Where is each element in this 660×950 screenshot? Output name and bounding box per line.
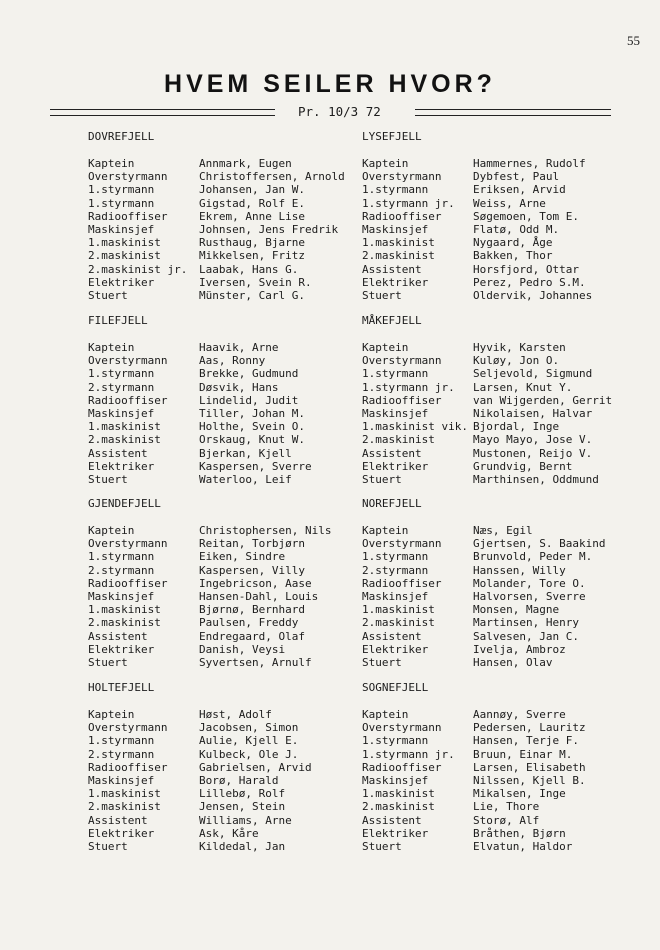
crew-name: Kaspersen, Villy (199, 563, 305, 577)
crew-row (88, 367, 373, 380)
crew-row (362, 354, 647, 367)
crew-name: Nygaard, Åge (473, 236, 553, 250)
crew-role: 2.maskinist (362, 433, 435, 447)
crew-name: Orskaug, Knut W. (199, 433, 305, 447)
crew-row (88, 354, 373, 367)
crew-role: Assistent (362, 446, 422, 460)
ship-block (88, 314, 373, 486)
crew-role: Assistent (362, 813, 422, 827)
crew-name: Paulsen, Freddy (199, 616, 299, 630)
crew-role: Maskinsjef (88, 774, 155, 788)
crew-name: Flatø, Odd M. (473, 223, 560, 237)
crew-row (88, 223, 373, 236)
ship-block (362, 314, 647, 486)
crew-row (362, 564, 647, 577)
crew-row (88, 537, 373, 550)
crew-row (362, 800, 647, 813)
crew-name: Hansen, Olav (473, 656, 553, 670)
crew-name: Holthe, Svein O. (199, 420, 305, 434)
crew-name: Perez, Pedro S.M. (473, 275, 586, 289)
crew-row (88, 787, 373, 800)
crew-row (88, 524, 373, 537)
crew-role: Kaptein (88, 341, 135, 354)
ship-block (362, 497, 647, 669)
crew-name: Mikalsen, Inge (473, 787, 566, 801)
crew-role: Assistent (88, 813, 148, 827)
ship-block (362, 681, 647, 853)
crew-role: Assistent (88, 446, 148, 460)
crew-role: 1.maskinist (362, 603, 435, 617)
crew-role: 1.maskinist (88, 787, 161, 801)
crew-row (362, 420, 647, 433)
crew-name: Larsen, Knut Y. (473, 380, 573, 394)
crew-name: Martinsen, Henry (473, 616, 579, 630)
crew-role: Stuert (362, 656, 402, 670)
crew-row (362, 577, 647, 590)
crew-name: Kulbeck, Ole J. (199, 747, 299, 761)
crew-row (362, 433, 647, 446)
crew-role: 1.styrmann (88, 367, 155, 381)
crew-row (362, 210, 647, 223)
ship-name: NOREFJELL (362, 497, 422, 510)
crew-row (362, 774, 647, 787)
page-title: HVEM SEILER HVOR? (164, 70, 496, 98)
crew-row (88, 656, 373, 669)
crew-name: Mikkelsen, Fritz (199, 249, 305, 263)
crew-name: Weiss, Arne (473, 196, 546, 210)
crew-row (362, 761, 647, 774)
crew-row (362, 263, 647, 276)
crew-role: Overstyrmann (362, 170, 442, 184)
ship-name: DOVREFJELL (88, 130, 155, 143)
crew-role: Kaptein (88, 157, 135, 170)
crew-role: Elektriker (88, 459, 155, 473)
crew-row (362, 367, 647, 380)
crew-name: Aulie, Kjell E. (199, 734, 299, 748)
crew-row (88, 394, 373, 407)
crew-row (362, 721, 647, 734)
crew-role: 1.maskinist (88, 420, 161, 434)
crew-role: Radiooffiser (362, 209, 442, 223)
crew-role: 1.maskinist (88, 236, 161, 250)
crew-name: Williams, Arne (199, 813, 292, 827)
crew-role: Maskinsjef (362, 774, 429, 788)
crew-row (88, 170, 373, 183)
crew-row (88, 550, 373, 563)
crew-name: Aannøy, Sverre (473, 708, 566, 721)
page-number: 55 (627, 33, 640, 48)
crew-row (88, 276, 373, 289)
crew-role: 2.maskinist jr. (88, 262, 188, 276)
crew-row (362, 447, 647, 460)
crew-name: Christoffersen, Arnold (199, 170, 345, 184)
crew-row (88, 616, 373, 629)
crew-name: Eriksen, Arvid (473, 183, 566, 197)
crew-name: Johansen, Jan W. (199, 183, 305, 197)
crew-role: Overstyrmann (362, 354, 442, 368)
crew-role: 1.maskinist (362, 236, 435, 250)
crew-name: Nikolaisen, Halvar (473, 407, 593, 421)
ship-name: SOGNEFJELL (362, 681, 429, 694)
crew-row (88, 289, 373, 302)
crew-row (362, 840, 647, 853)
crew-row (88, 263, 373, 276)
crew-name: Gigstad, Rolf E. (199, 196, 305, 210)
crew-name: Hanssen, Willy (473, 563, 566, 577)
ship-name: LYSEFJELL (362, 130, 422, 143)
crew-role: Kaptein (88, 524, 135, 537)
crew-row (362, 708, 647, 721)
crew-row (88, 748, 373, 761)
crew-role: Maskinsjef (88, 590, 155, 604)
crew-role: 1.styrmann jr. (362, 380, 455, 394)
crew-name: Endregaard, Olaf (199, 629, 305, 643)
ship-block (362, 130, 647, 302)
crew-name: Rusthaug, Bjarne (199, 236, 305, 250)
crew-role: Overstyrmann (88, 170, 168, 184)
crew-row (88, 761, 373, 774)
crew-row (88, 840, 373, 853)
crew-name: Monsen, Magne (473, 603, 560, 617)
crew-name: Haavik, Arne (199, 341, 279, 354)
crew-name: Halvorsen, Sverre (473, 590, 586, 604)
crew-row (362, 157, 647, 170)
crew-name: Brekke, Gudmund (199, 367, 299, 381)
crew-role: 1.styrmann (362, 183, 429, 197)
crew-row (362, 603, 647, 616)
crew-name: Salvesen, Jan C. (473, 629, 579, 643)
crew-role: Kaptein (362, 708, 409, 721)
crew-role: Assistent (88, 629, 148, 643)
crew-name: Lindelid, Judit (199, 393, 299, 407)
crew-role: 2.styrmann (88, 563, 155, 577)
crew-name: Kuløy, Jon O. (473, 354, 560, 368)
crew-row (362, 249, 647, 262)
crew-role: 1.styrmann (362, 367, 429, 381)
crew-name: Hammernes, Rudolf (473, 157, 586, 170)
crew-role: 2.styrmann (88, 747, 155, 761)
crew-name: Borø, Harald (199, 774, 279, 788)
crew-name: Storø, Alf (473, 813, 540, 827)
crew-row (88, 381, 373, 394)
crew-name: Mayo Mayo, Jose V. (473, 433, 593, 447)
ship-block (88, 497, 373, 669)
crew-role: 1.styrmann (88, 550, 155, 564)
crew-role: 2.maskinist (88, 616, 161, 630)
crew-role: Maskinsjef (362, 223, 429, 237)
crew-row (88, 774, 373, 787)
crew-row (88, 800, 373, 813)
crew-row (362, 643, 647, 656)
date-line: Pr. 10/3 72 (298, 104, 381, 119)
crew-name: Syvertsen, Arnulf (199, 656, 312, 670)
crew-name: Oldervik, Johannes (473, 289, 593, 303)
crew-role: 1.maskinist (362, 787, 435, 801)
crew-role: Overstyrmann (362, 537, 442, 551)
crew-row (88, 734, 373, 747)
crew-row (362, 394, 647, 407)
title-rule-right (415, 109, 611, 116)
crew-name: Hansen-Dahl, Louis (199, 590, 319, 604)
crew-role: Kaptein (362, 341, 409, 354)
crew-name: Gabrielsen, Arvid (199, 760, 312, 774)
crew-row (88, 433, 373, 446)
crew-name: Waterloo, Leif (199, 473, 292, 487)
crew-row (362, 616, 647, 629)
ship-name: FILEFJELL (88, 314, 148, 327)
crew-name: Kildedal, Jan (199, 840, 286, 854)
crew-role: Overstyrmann (88, 354, 168, 368)
crew-name: Laabak, Hans G. (199, 262, 299, 276)
crew-name: Molander, Tore O. (473, 576, 586, 590)
crew-row (362, 341, 647, 354)
crew-row (362, 407, 647, 420)
crew-role: 1.styrmann (88, 196, 155, 210)
crew-role: Radiooffiser (88, 760, 168, 774)
crew-row (88, 590, 373, 603)
ship-name: HOLTEFJELL (88, 681, 155, 694)
crew-role: 2.maskinist (362, 249, 435, 263)
crew-role: Maskinsjef (88, 223, 155, 237)
crew-role: Radiooffiser (88, 393, 168, 407)
crew-name: Næs, Egil (473, 524, 533, 537)
crew-role: Elektriker (88, 275, 155, 289)
crew-name: Iversen, Svein R. (199, 275, 312, 289)
crew-name: Ingebricson, Aase (199, 576, 312, 590)
crew-role: Elektriker (362, 459, 429, 473)
crew-name: Reitan, Torbjørn (199, 537, 305, 551)
crew-row (362, 473, 647, 486)
crew-row (88, 197, 373, 210)
crew-name: Horsfjord, Ottar (473, 262, 579, 276)
crew-role: Radiooffiser (362, 576, 442, 590)
crew-name: Lillebø, Rolf (199, 787, 286, 801)
crew-role: Maskinsjef (362, 407, 429, 421)
crew-name: Jensen, Stein (199, 800, 286, 814)
crew-role: Kaptein (88, 708, 135, 721)
crew-row (362, 197, 647, 210)
crew-role: Stuert (362, 473, 402, 487)
crew-name: Grundvig, Bernt (473, 459, 573, 473)
crew-row (88, 721, 373, 734)
crew-role: 2.styrmann (88, 380, 155, 394)
crew-name: Nilssen, Kjell B. (473, 774, 586, 788)
crew-name: Ekrem, Anne Lise (199, 209, 305, 223)
crew-row (362, 827, 647, 840)
crew-name: Søgemoen, Tom E. (473, 209, 579, 223)
crew-name: Bjørnø, Bernhard (199, 603, 305, 617)
crew-row (88, 564, 373, 577)
crew-name: Christophersen, Nils (199, 524, 332, 537)
crew-name: Brunvold, Peder M. (473, 550, 593, 564)
crew-row (88, 236, 373, 249)
crew-name: Bråthen, Bjørn (473, 826, 566, 840)
crew-name: Døsvik, Hans (199, 380, 279, 394)
crew-row (88, 460, 373, 473)
crew-role: Kaptein (362, 157, 409, 170)
crew-name: Ask, Kåre (199, 826, 259, 840)
crew-role: Stuert (362, 289, 402, 303)
crew-row (88, 183, 373, 196)
crew-role: Stuert (88, 656, 128, 670)
crew-role: Elektriker (88, 826, 155, 840)
crew-role: Overstyrmann (88, 537, 168, 551)
crew-row (362, 734, 647, 747)
crew-row (362, 381, 647, 394)
crew-role: Elektriker (362, 826, 429, 840)
crew-row (88, 157, 373, 170)
crew-role: 2.styrmann (362, 563, 429, 577)
crew-row (88, 473, 373, 486)
crew-row (88, 708, 373, 721)
crew-name: Hansen, Terje F. (473, 734, 579, 748)
crew-row (362, 656, 647, 669)
crew-name: Danish, Veysi (199, 642, 286, 656)
crew-row (88, 577, 373, 590)
crew-row (362, 289, 647, 302)
crew-row (362, 524, 647, 537)
crew-role: 1.styrmann (88, 183, 155, 197)
crew-row (362, 537, 647, 550)
crew-row (88, 630, 373, 643)
crew-row (362, 787, 647, 800)
crew-name: Jacobsen, Simon (199, 721, 299, 735)
crew-name: Pedersen, Lauritz (473, 721, 586, 735)
crew-name: Bjerkan, Kjell (199, 446, 292, 460)
crew-name: Seljevold, Sigmund (473, 367, 593, 381)
crew-row (362, 236, 647, 249)
crew-name: Tiller, Johan M. (199, 407, 305, 421)
crew-role: Overstyrmann (88, 721, 168, 735)
crew-row (362, 170, 647, 183)
crew-role: Stuert (88, 289, 128, 303)
crew-row (362, 460, 647, 473)
crew-role: Kaptein (362, 524, 409, 537)
crew-role: 1.styrmann jr. (362, 747, 455, 761)
crew-name: Gjertsen, S. Baakind (473, 537, 606, 551)
crew-name: Dybfest, Paul (473, 170, 560, 184)
crew-row (88, 249, 373, 262)
crew-row (362, 550, 647, 563)
crew-name: Marthinsen, Oddmund (473, 473, 599, 487)
crew-row (88, 814, 373, 827)
crew-name: Aas, Ronny (199, 354, 266, 368)
crew-role: Stuert (362, 840, 402, 854)
crew-row (88, 210, 373, 223)
crew-role: 1.styrmann (362, 550, 429, 564)
crew-role: Assistent (362, 629, 422, 643)
crew-role: 1.styrmann jr. (362, 196, 455, 210)
crew-name: Kaspersen, Sverre (199, 459, 312, 473)
crew-role: Maskinsjef (88, 407, 155, 421)
crew-role: 1.styrmann (88, 734, 155, 748)
crew-role: Maskinsjef (362, 590, 429, 604)
crew-row (88, 420, 373, 433)
crew-name: Bakken, Thor (473, 249, 553, 263)
crew-row (362, 814, 647, 827)
crew-row (88, 447, 373, 460)
crew-role: 2.maskinist (362, 800, 435, 814)
crew-row (88, 407, 373, 420)
crew-name: Hyvik, Karsten (473, 341, 566, 354)
crew-name: Mustonen, Reijo V. (473, 446, 593, 460)
crew-role: 1.styrmann (362, 734, 429, 748)
crew-row (362, 748, 647, 761)
crew-role: Overstyrmann (362, 721, 442, 735)
crew-role: 2.maskinist (88, 433, 161, 447)
crew-row (362, 223, 647, 236)
crew-name: Bruun, Einar M. (473, 747, 573, 761)
crew-role: Stuert (88, 840, 128, 854)
crew-name: Ivelja, Ambroz (473, 642, 566, 656)
crew-name: Høst, Adolf (199, 708, 272, 721)
crew-name: van Wijgerden, Gerrit (473, 393, 613, 407)
crew-name: Lie, Thore (473, 800, 540, 814)
crew-row (88, 827, 373, 840)
crew-name: Johnsen, Jens Fredrik (199, 223, 339, 237)
crew-name: Münster, Carl G. (199, 289, 305, 303)
crew-role: Elektriker (362, 642, 429, 656)
ship-block (88, 681, 373, 853)
crew-role: Elektriker (362, 275, 429, 289)
ship-name: GJENDEFJELL (88, 497, 161, 510)
crew-row (88, 603, 373, 616)
crew-role: Radiooffiser (362, 393, 442, 407)
crew-name: Elvatun, Haldor (473, 840, 573, 854)
title-rule-left (50, 109, 275, 116)
crew-row (88, 643, 373, 656)
crew-role: Stuert (88, 473, 128, 487)
crew-role: 2.maskinist (88, 249, 161, 263)
crew-row (88, 341, 373, 354)
crew-row (362, 630, 647, 643)
ship-block (88, 130, 373, 302)
crew-row (362, 276, 647, 289)
crew-role: Radiooffiser (362, 760, 442, 774)
crew-role: Radiooffiser (88, 576, 168, 590)
crew-name: Larsen, Elisabeth (473, 760, 586, 774)
crew-role: Assistent (362, 262, 422, 276)
crew-role: 2.maskinist (362, 616, 435, 630)
crew-row (362, 590, 647, 603)
crew-role: 1.maskinist (88, 603, 161, 617)
crew-role: Elektriker (88, 642, 155, 656)
crew-role: Radiooffiser (88, 209, 168, 223)
crew-row (362, 183, 647, 196)
crew-name: Eiken, Sindre (199, 550, 286, 564)
crew-role: 1.maskinist vik. (362, 420, 468, 434)
crew-name: Bjordal, Inge (473, 420, 560, 434)
ship-name: MÅKEFJELL (362, 314, 422, 327)
crew-name: Annmark, Eugen (199, 157, 292, 170)
crew-role: 2.maskinist (88, 800, 161, 814)
